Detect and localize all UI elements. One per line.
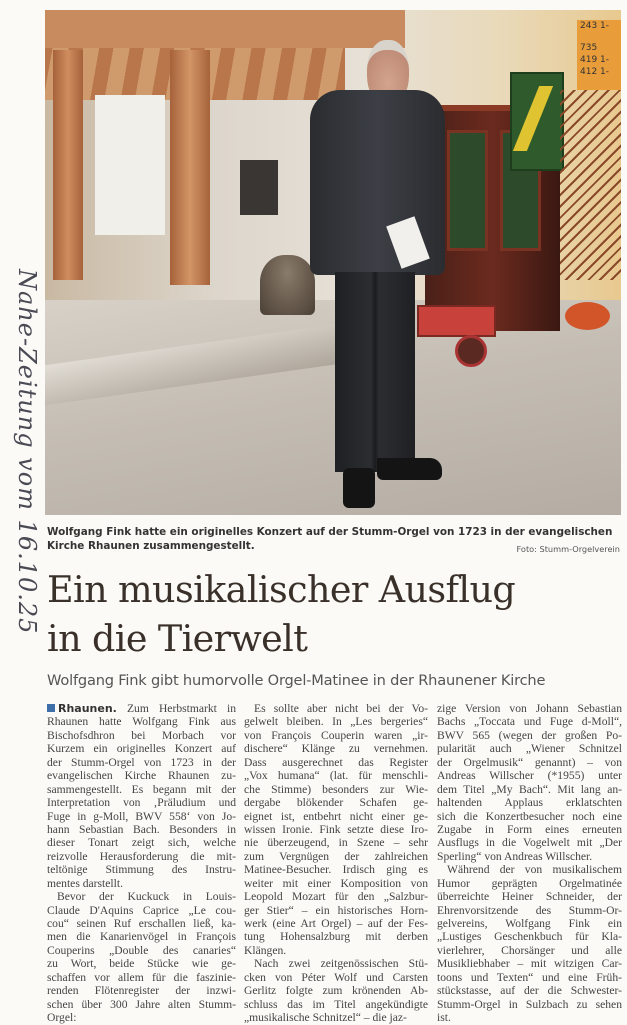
article-text-line xyxy=(47,890,236,903)
headline-line: in die Tierwelt xyxy=(47,617,308,660)
article-text-line xyxy=(244,890,428,903)
article-text-line xyxy=(437,729,622,742)
article-text-line xyxy=(47,984,236,997)
article-text: Bischofsdhron bei Morbach vor xyxy=(47,728,236,742)
article-text: Orgel: xyxy=(47,1011,77,1025)
article-text-line xyxy=(437,810,622,823)
article-text-line xyxy=(244,702,428,715)
article-text: Claude D'Aquins Caprice „Le cou- xyxy=(47,903,236,917)
article-text: hann Sebastian Bach. Besonders in xyxy=(47,822,236,836)
article-text: sammengestellt. Es begann mit der xyxy=(47,782,236,796)
article-text: zu Wort, beide Stücke wie ge- xyxy=(47,957,236,971)
article-text-line xyxy=(47,756,236,769)
article-text: sich die Konzertbesucher noch eine xyxy=(437,809,622,823)
article-column-1 xyxy=(47,702,236,1025)
article-text: BWV 565 (wegen der großen Po- xyxy=(437,728,622,742)
article-text-line xyxy=(47,836,236,849)
article-text-line xyxy=(47,783,236,796)
article-text-line xyxy=(244,957,428,970)
article-text: Nach zwei zeitgenössischen Stü- xyxy=(254,957,428,971)
article-text: pularität auch „Wiener Schnitzel xyxy=(437,742,622,756)
article-text-line xyxy=(244,715,428,728)
article-text: cou“ seinen Ruf erschallen ließ, ka- xyxy=(47,917,236,930)
article-text: Kurzem ein originelles Konzert auf xyxy=(47,742,236,756)
article-text-line xyxy=(437,702,622,715)
article-text-line xyxy=(437,877,622,890)
photo-caption: Wolfgang Fink hatte ein originelles Konzert auf der Stumm-Orgel von 1723 in der evangelischen Kirche Rhaunen zusammengestellt. xyxy=(47,526,613,552)
article-text-line xyxy=(244,742,428,755)
article-text: Humor geprägten Orgelmatinée xyxy=(437,876,622,890)
article-text-line xyxy=(437,971,622,984)
article-text: stückstasse, auf der die Schwester- xyxy=(437,984,622,998)
article-text: Ausflugs in die Vogelwelt mit „Der xyxy=(437,836,622,850)
lattice-overlay xyxy=(560,90,621,280)
article-text: haltenden Applaus erklatschten xyxy=(437,796,622,810)
article-text-line xyxy=(244,971,428,984)
article-text-line xyxy=(437,944,622,957)
article-text-line xyxy=(244,769,428,782)
article-text-line xyxy=(47,850,236,863)
article-text: cken von Péter Wolf und Carsten xyxy=(244,970,428,984)
article-text: evangelischen Kirche Rhaunen zu- xyxy=(47,769,236,783)
handwritten-source-note: Nahe-Zeitung vom 16.10.25 xyxy=(13,269,41,635)
article-text: von François Couperin waren „ir- xyxy=(244,728,428,742)
article-text: ger Stier“ – ein historisches Horn- xyxy=(244,903,428,917)
article-text: der Orgelmusik“ genannt) – von xyxy=(437,755,622,769)
article-text: schluss das im Titel angekündigte xyxy=(244,997,428,1011)
dateline-square-icon xyxy=(47,704,55,712)
article-text-line xyxy=(244,998,428,1011)
article-text-line xyxy=(437,930,622,943)
bell xyxy=(260,255,315,315)
article-text: dem Titel „My Bach“. Mit lang an- xyxy=(437,782,622,796)
window xyxy=(95,95,165,235)
article-text: schaffen vor allem für die faszinie- xyxy=(47,970,236,984)
subheadline: Wolfgang Fink gibt humorvolle Orgel-Matinee in der Rhaunener Kirche xyxy=(47,672,546,689)
article-text: überreichte Heiner Schneider, der xyxy=(437,890,622,904)
article-text-line xyxy=(437,998,622,1011)
article-text: Leopold Mozart für den „Salzbur- xyxy=(244,890,428,904)
article-text-line xyxy=(437,850,622,863)
hymn-number: 412 1- xyxy=(580,67,610,77)
dateline: Rhaunen. xyxy=(58,702,117,715)
article-text: „Vox humana“ (lat. für menschli- xyxy=(244,769,428,783)
article-text-line xyxy=(244,796,428,809)
wooden-pillar xyxy=(53,50,83,280)
article-text: zige Version von Johann Sebastian xyxy=(437,702,622,715)
gallery-front xyxy=(45,10,405,48)
article-text: Stumm-Orgel in Sulzbach zu sehen xyxy=(437,997,622,1011)
article-text-line xyxy=(244,836,428,849)
article-text-line xyxy=(244,756,428,769)
article-text: men die Kanarienvögel in François xyxy=(47,930,236,944)
article-text-line xyxy=(244,930,428,943)
article-text-line xyxy=(244,904,428,917)
article-text: gelwelt bleiben. In „Les bergeries“ xyxy=(244,715,428,729)
article-text: „musikalische Schnitzel“ – die jaz- xyxy=(244,1011,407,1025)
article-text-line xyxy=(47,957,236,970)
article-text-line xyxy=(244,984,428,997)
article-text-line xyxy=(437,742,622,755)
article-text: Fuge in g-Moll, BWV 558‘ von Jo- xyxy=(47,809,236,823)
article-text: schen über 300 Jahre alten Stumm- xyxy=(47,997,236,1011)
article-text-line xyxy=(47,998,236,1011)
article-text-line xyxy=(437,904,622,917)
article-column-3 xyxy=(437,702,622,1025)
pumpkins xyxy=(565,302,610,330)
article-photo xyxy=(45,10,621,515)
article-text: Rhaunen hatte Wolfgang Fink aus xyxy=(47,715,236,729)
article-text-line xyxy=(47,1011,236,1024)
article-text-line xyxy=(437,836,622,849)
article-text: vierlehrer, Chorsänger und alle xyxy=(437,943,622,957)
flower-cart xyxy=(417,305,496,337)
article-text: Sperling“ von Andreas Willscher. xyxy=(437,849,593,863)
article-text: dischere“ Klänge zu vernehmen. xyxy=(244,742,428,756)
article-text: dergabe blökender Schafen ge- xyxy=(244,796,428,810)
wooden-pillar xyxy=(170,50,210,285)
article-text-line xyxy=(47,944,236,957)
green-banner xyxy=(510,72,564,171)
article-text-line xyxy=(437,783,622,796)
article-text-line xyxy=(244,877,428,890)
article-text-line xyxy=(47,796,236,809)
photo-credit: Foto: Stumm-Orgelverein xyxy=(516,544,620,554)
article-text: toons und Texten“ und eine Früh- xyxy=(437,970,622,984)
hymn-number: 419 1- xyxy=(580,55,610,65)
article-text: Couperins „Double des canaries“ xyxy=(47,943,236,957)
shoe xyxy=(343,468,375,508)
article-text: tung Hohensalzburg mit derben xyxy=(244,930,428,944)
shoe xyxy=(377,458,442,480)
article-text-line xyxy=(437,957,622,970)
pulpit-panel xyxy=(447,130,488,251)
hymn-number: 243 1- xyxy=(580,21,610,31)
article-text-line xyxy=(437,890,622,903)
article-text-line xyxy=(437,984,622,997)
article-text-line xyxy=(47,742,236,755)
article-text: mentes darstellt. xyxy=(47,876,123,890)
article-text: Bevor der Kuckuck in Louis- xyxy=(57,890,236,904)
headline xyxy=(47,565,607,663)
hymn-board xyxy=(577,20,621,90)
article-text: der Stumm-Orgel von 1723 in der xyxy=(47,755,236,769)
article-text: werk (eine Art Orgel) – auf der Fes- xyxy=(244,917,428,930)
article-text: Zum Herbstmarkt in xyxy=(116,702,236,715)
article-text-line xyxy=(47,930,236,943)
article-text-line xyxy=(47,971,236,984)
article-text: Bachs „Toccata und Fuge d-Moll“, xyxy=(437,715,622,729)
article-text-line xyxy=(47,917,236,930)
article-text-line xyxy=(437,715,622,728)
article-text: Es sollte aber nicht bei der Vo- xyxy=(254,702,428,715)
cart-wheel xyxy=(455,335,487,367)
article-text-line xyxy=(244,944,428,957)
article-text: Andreas Willscher (*1955) unter xyxy=(437,769,622,783)
article-text-line xyxy=(47,702,236,715)
article-text: Zugabe in Form eines erneuten xyxy=(437,822,622,836)
article-text: Dass ausgerechnet das Register xyxy=(244,755,428,769)
article-text-line xyxy=(244,810,428,823)
article-text: renden Flötenregister der inzwi- xyxy=(47,984,236,998)
article-text-line xyxy=(47,823,236,836)
sign-board xyxy=(240,160,278,215)
article-text: Musikliebhaber – mit witzigen Car- xyxy=(437,957,622,971)
article-text: zum Vergnügen der zahlreichen xyxy=(244,849,428,863)
article-text: weiter mit einer Komposition von xyxy=(244,876,428,890)
article-text: ist. xyxy=(437,1011,451,1025)
article-text-line xyxy=(437,917,622,930)
banner-symbol xyxy=(513,86,553,151)
article-text-line xyxy=(47,904,236,917)
man-legs xyxy=(335,272,415,472)
article-text-line xyxy=(437,863,622,876)
article-text-line xyxy=(244,729,428,742)
article-text: gelvereins, Wolfgang Fink ein xyxy=(437,917,622,930)
article-text-line xyxy=(437,756,622,769)
article-text: Matinee-Besucher. Irdisch ging es xyxy=(244,863,428,877)
article-text: Während der von musikalischem xyxy=(447,863,622,877)
article-text-line xyxy=(437,769,622,782)
article-text: dieser Tonart zeigt sich, welche xyxy=(47,836,236,850)
article-text-line xyxy=(244,917,428,930)
article-text: Klängen. xyxy=(244,943,287,957)
headline-line: Ein musikalischer Ausflug xyxy=(47,568,516,611)
article-text-line xyxy=(437,823,622,836)
article-text-line xyxy=(244,1011,428,1024)
article-text-line xyxy=(47,729,236,742)
article-text: reizvolle Herausforderung die mit- xyxy=(47,849,236,863)
article-text: eignet ist, entbehrt nicht einer ge- xyxy=(244,809,428,823)
article-text: Gerlitz folgte zum krönenden Ab- xyxy=(244,984,428,998)
article-text-line xyxy=(47,877,236,890)
article-text-line xyxy=(437,796,622,809)
article-text: wissen Ironie. Fink setzte diese Iro- xyxy=(244,822,428,836)
article-column-2 xyxy=(244,702,428,1025)
article-text-line xyxy=(244,783,428,796)
article-text: Interpretation von ‚Präludium und xyxy=(47,796,236,810)
article-text-line xyxy=(47,715,236,728)
article-text-line xyxy=(437,1011,622,1024)
article-text: nie überzeugend, in Szene – sehr xyxy=(244,836,428,850)
article-text-line xyxy=(244,863,428,876)
article-text-line xyxy=(244,850,428,863)
article-text: teltönige Stimmung des Instru- xyxy=(47,863,236,877)
article-text: che Stimme) besonders zur Wie- xyxy=(244,782,428,796)
article-text-line xyxy=(47,863,236,876)
article-text: „Lustiges Geschenkbuch für Kla- xyxy=(437,930,622,944)
article-text-line xyxy=(47,810,236,823)
hymn-number: 735 xyxy=(580,43,598,53)
article-text: Ehrenvorsitzende des Stumm-Or- xyxy=(437,903,622,917)
article-text-line xyxy=(47,769,236,782)
article-text-line xyxy=(244,823,428,836)
